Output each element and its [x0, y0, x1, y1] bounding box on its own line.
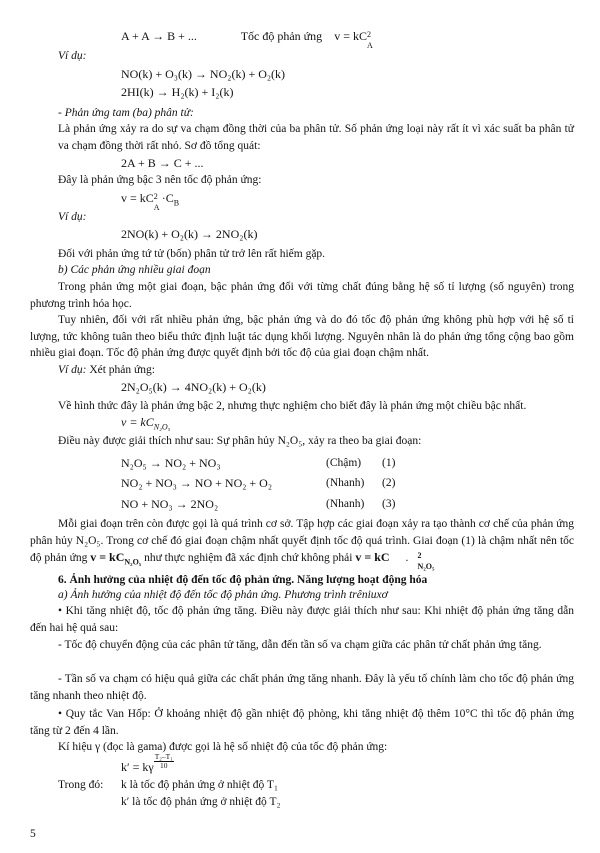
- where-label: Trong đó:: [58, 779, 104, 791]
- example-3-equation: 2N₂O₅(k) → 4NO₂(k) + O₂(k): [121, 380, 266, 394]
- paragraph-van-hoff-rule: • Quy tắc Van Hốp: Ở khoảng nhiệt độ gần nhiệt độ phòng, khi tăng nhiệt độ thêm 10°C thì tốc độ phản ứng tăng từ 2 đến 4 lần.: [30, 708, 574, 737]
- paragraph-first-order-experimental: Về hình thức đây là phản ứng bậc 2, nhưng thực nghiệm cho biết đây là phản ứng một chiều bậc nhất.: [58, 400, 527, 412]
- example-1-equation-2: 2HI(k) → H₂(k) + I₂(k): [121, 85, 234, 99]
- paragraph-mechanism: Mỗi giai đoạn trên còn được gọi là quá trình cơ sở. Tập hợp các giai đoạn xảy ra tạo thành cơ chế của phản ứng phân hủy N₂O₅. Trong cơ chế đó giai đoạn chậm nhất quyết định tốc độ quá trình. Giai đoạn (1) là chậm nhất nên tốc độ phản ứng $v = kC_{N_2O_5}$ như thực nghiệm đã xác định chứ không phải v = kC 2 N₂O₅ .: [30, 518, 574, 572]
- mechanism-step-3-equation: NO + NO₃ → 2NO₂: [121, 497, 219, 511]
- mechanism-rejected-rate-law: v = kC 2 N₂O₅: [355, 550, 435, 572]
- paragraph-single-step-order: Trong phản ứng một giai đoạn, bậc phản ứng đối với từng chất đúng bằng hệ số tỉ lượng (số nguyên) trong phương trình hóa học.: [30, 281, 574, 310]
- section-heading-6: 6. Ảnh hưởng của nhiệt độ đến tốc độ phản ứng. Năng lượng hoạt động hóa: [58, 574, 428, 586]
- section-heading-multistep: b) Các phản ứng nhiều giai đoạn: [58, 264, 211, 276]
- example-label-1: Ví dụ:: [58, 50, 87, 62]
- example-1-equation-1: NO(k) + O₃(k) → NO₂(k) + O₂(k): [121, 67, 286, 81]
- mechanism-step-3-number: (3): [382, 498, 396, 510]
- paragraph-temperature-effect: • Khi tăng nhiệt độ, tốc độ phản ứng tăng. Điều này được giải thích như sau: Khi nhiệt độ phản ứng tăng dẫn đến hai hệ quả sau:: [30, 605, 574, 634]
- mechanism-step-2-equation: NO₂ + NO₃ → NO + NO₂ + O₂: [121, 476, 273, 490]
- example-label-3-line: Ví dụ: Xét phản ứng:: [58, 364, 155, 376]
- section-heading-6a: a) Ảnh hưởng của nhiệt độ đến tốc độ phản ứng. Phương trình trêniuxơ: [58, 589, 388, 601]
- paragraph-effective-collisions: - Tần số va chạm có hiệu quả giữa các chất phản ứng tăng nhanh. Đây là yếu tố chính làm cho tốc độ phản ứng tăng nhanh theo nhiệt độ.: [30, 673, 574, 702]
- example-2-equation: 2NO(k) + O₂(k) → 2NO₂(k): [121, 227, 258, 241]
- mechanism-step-1-speed: (Chậm): [326, 457, 362, 469]
- paragraph-multistep-order: Tuy nhiên, đối với rất nhiều phản ứng, bậc phản ứng và do đó tốc độ phản ứng không phù hợp với hệ số tỉ lượng, tức không tuân theo biểu thức định luật tác dụng khối lượng. Nguyên nhân là do phản ứng tổng cộng bao gồm nhiều giai đoạn. Tốc độ phản ứng được quyết định bởi tốc độ của giai đoạn chậm nhất.: [30, 314, 574, 360]
- example-3-rate-law: $v = kC_{N_2O_5}$: [121, 415, 171, 432]
- third-order-rate-equation: v = kC 2 A $\cdot C_B$: [121, 191, 180, 212]
- section-heading-termolecular: - Phản ứng tam (ba) phân tử:: [58, 107, 194, 119]
- termolecular-scheme: 2A + B → C + ...: [121, 156, 204, 170]
- definition-k-prime: k′ là tốc độ phản ứng ở nhiệt độ T₂: [121, 796, 281, 808]
- page-number: 5: [30, 828, 36, 840]
- mechanism-step-1-number: (1): [382, 457, 396, 469]
- example-label-2: Ví dụ:: [58, 211, 87, 223]
- mechanism-step-3-speed: (Nhanh): [326, 498, 365, 510]
- paragraph-termolecular: Là phản ứng xảy ra do sự va chạm đồng thời của ba phân tử. Số phản ứng loại này rất ít vì xác suất ba phân tử va chạm đồng thời rất nhỏ. Sơ đồ tổng quát:: [58, 123, 574, 152]
- paragraph-collision-frequency: - Tốc độ chuyển động của các phân tử tăng, dẫn đến tần số va chạm giữa các phân tử chất phản ứng tăng.: [58, 639, 542, 651]
- paragraph-gamma: Kí hiệu γ (đọc là gama) được gọi là hệ số nhiệt độ của tốc độ phản ứng:: [58, 741, 388, 753]
- mechanism-actual-rate-law: $v = kC_{N_2O_5}$: [90, 550, 142, 567]
- paragraph-tetramolecular: Đối với phản ứng tứ tử (bốn) phân tử trở lên rất hiếm gặp.: [58, 248, 326, 260]
- mechanism-step-2-speed: (Nhanh): [326, 477, 365, 489]
- paragraph-three-steps: Điều này được giải thích như sau: Sự phân hủy N₂O₅, xảy ra theo ba giai đoạn:: [58, 435, 422, 447]
- top-equation: A + A → B + ... Tốc độ phản ứng v = kC 2 A: [121, 29, 373, 50]
- mechanism-step-2-number: (2): [382, 477, 396, 489]
- paragraph-third-order: Đây là phản ứng bậc 3 nên tốc độ phản ứng:: [58, 174, 262, 186]
- gamma-exponent-fraction: $\frac{\text{T₂–T₁}}{10}$: [154, 752, 173, 770]
- gamma-equation: k′ = kγ $\frac{\text{T₂–T₁}}{10}$: [121, 752, 173, 774]
- mechanism-step-1-equation: N₂O₅ → NO₂ + NO₃: [121, 456, 221, 470]
- definition-k: k là tốc độ phản ứng ở nhiệt độ T₁: [121, 779, 278, 791]
